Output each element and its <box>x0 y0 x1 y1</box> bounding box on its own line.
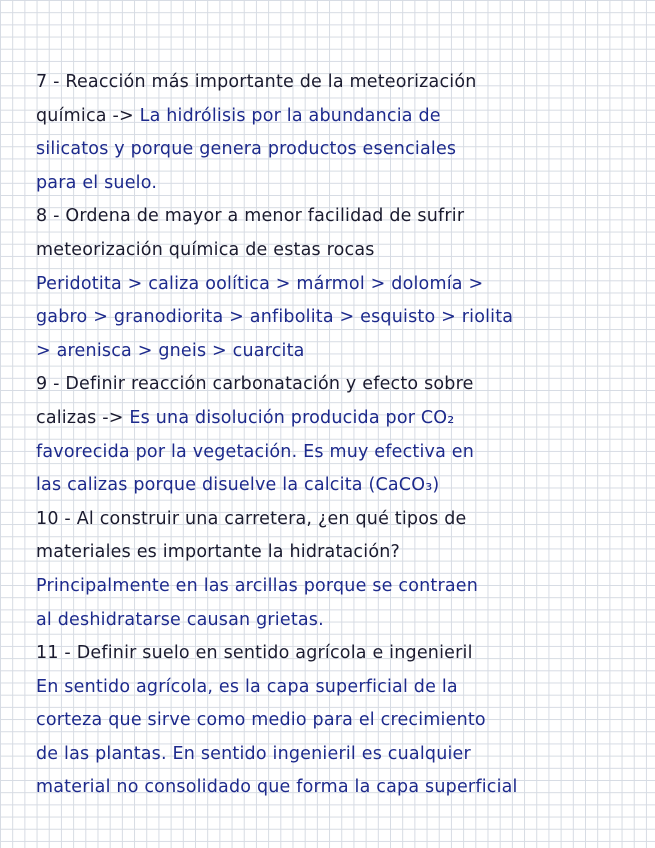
note-line-q7-title: 7 - Reacción más importante de la meteorización <box>36 72 477 92</box>
question-fragment: química -> <box>36 105 134 126</box>
note-line-q8-title-cont: meteorización química de estas rocas <box>36 239 375 260</box>
note-line-q7-answer: silicatos y porque genera productos esenciales <box>36 139 457 160</box>
note-line-q11-answer-cont: corteza que sirve como medio para el crecimiento <box>36 710 486 731</box>
note-line-q10-title-cont: materiales es importante la hidratación? <box>36 542 401 563</box>
note-line-q9-answer-start <box>36 402 648 436</box>
question-fragment: calizas -> <box>36 407 124 428</box>
note-line-q8-answer-cont: gabro > granodiorita > anfibolita > esquisto > riolita <box>36 307 514 328</box>
note-line-q11-answer-cont2: de las plantas. En sentido ingenieril es cualquier <box>36 743 471 764</box>
note-line-q10-answer-end: al deshidratarse causan grietas. <box>36 609 324 630</box>
note-line-q11-answer: En sentido agrícola, es la capa superficial de la <box>36 676 458 697</box>
note-line-q8-answer: Peridotita > caliza oolítica > mármol > dolomía > <box>36 273 484 294</box>
note-line-q10-title: 10 - Al construir una carretera, ¿en qué tipos de <box>36 508 467 529</box>
note-line-q9-title: 9 - Definir reacción carbonatación y efecto sobre <box>36 374 474 395</box>
answer-fragment: La hidrólisis por la abundancia de <box>133 105 441 126</box>
handwritten-notes <box>36 66 648 805</box>
note-line-q11-answer-end: material no consolidado que forma la capa superficial <box>36 777 518 798</box>
note-line-q11-title: 11 - Definir suelo en sentido agrícola e ingenieril <box>36 643 473 664</box>
note-line-q9-answer-end: las calizas porque disuelve la calcita (CaCO₃) <box>36 475 440 496</box>
note-line-q7-answer-end: para el suelo. <box>36 172 158 193</box>
note-line-q8-answer-end: > arenisca > gneis > cuarcita <box>36 340 305 361</box>
note-line-q7-answer-start <box>36 100 648 134</box>
note-line-q10-answer: Principalmente en las arcillas porque se contraen <box>36 575 479 596</box>
note-line-q8-title: 8 - Ordena de mayor a menor facilidad de sufrir <box>36 206 465 227</box>
answer-fragment: Es una disolución producida por CO₂ <box>123 407 455 428</box>
note-line-q9-answer: favorecida por la vegetación. Es muy efectiva en <box>36 441 475 462</box>
